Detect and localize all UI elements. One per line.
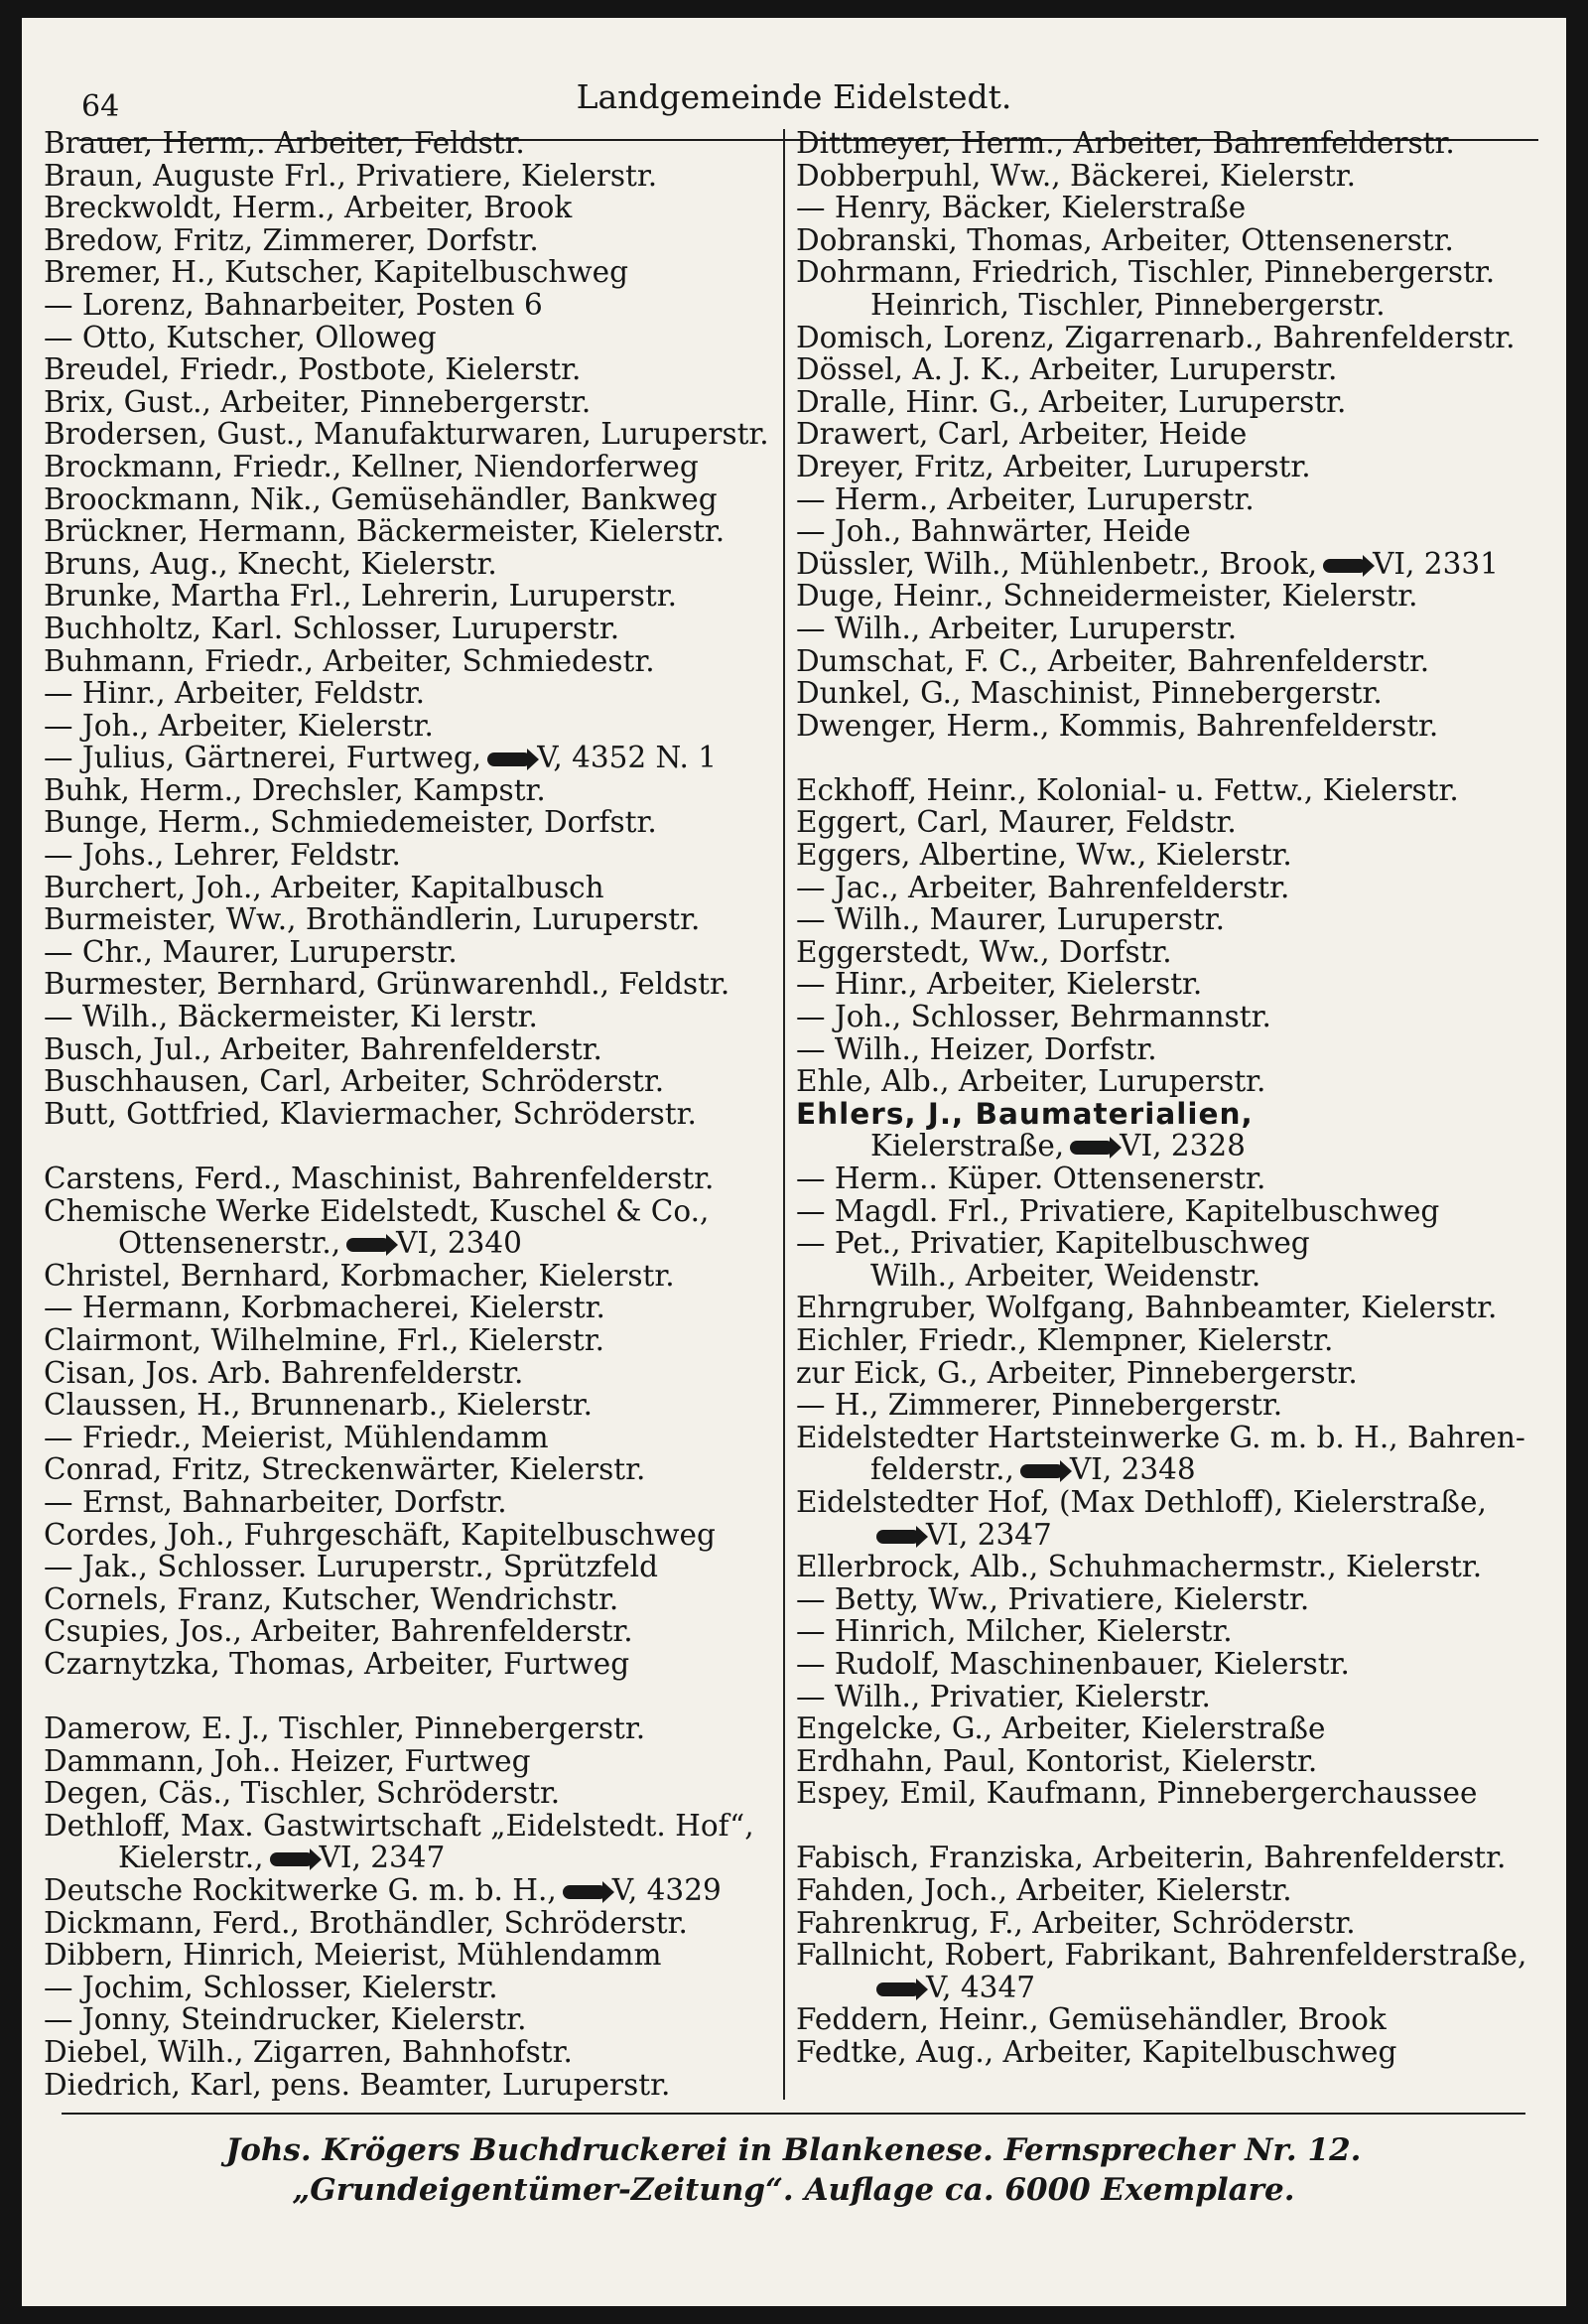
entry-text: Bredow, Fritz, Zimmerer, Dorfstr. bbox=[44, 222, 539, 257]
phone-number: VI, 2348 bbox=[1069, 1452, 1196, 1487]
directory-entry bbox=[44, 1324, 768, 1357]
directory-entry bbox=[796, 1938, 1527, 1973]
directory-entry bbox=[796, 127, 1521, 160]
entry-text: — Betty, Ww., Privatiere, Kielerstr. bbox=[796, 1581, 1310, 1616]
entry-text: Broockmann, Nik., Gemüsehändler, Bankweg bbox=[44, 481, 718, 516]
directory-entry bbox=[44, 1551, 768, 1583]
directory-entry bbox=[44, 1777, 768, 1810]
directory-entry bbox=[44, 839, 768, 872]
directory-entry bbox=[44, 1162, 768, 1195]
imprint-line-2: „Grundeigentümer-Zeitung“. Auflage ca. 6000 Exemplare. bbox=[292, 2172, 1295, 2208]
directory-entry bbox=[796, 1583, 1521, 1616]
page-header bbox=[62, 60, 1526, 124]
entry-text: Eggerstedt, Ww., Dorfstr. bbox=[796, 934, 1172, 969]
directory-entry bbox=[44, 677, 768, 710]
directory-entry bbox=[44, 515, 768, 548]
directory-entry bbox=[796, 1777, 1521, 1810]
entry-text: — Rudolf, Maschinenbauer, Kielerstr. bbox=[796, 1646, 1350, 1681]
phone-number: VI, 2331 bbox=[1373, 546, 1499, 581]
entry-text: Dralle, Hinr. G., Arbeiter, Luruperstr. bbox=[796, 384, 1347, 419]
directory-entry bbox=[796, 418, 1521, 451]
directory-entry bbox=[44, 710, 768, 743]
entry-text: Busch, Jul., Arbeiter, Bahrenfelderstr. bbox=[44, 1031, 602, 1066]
entry-text: Ehle, Alb., Arbeiter, Luruperstr. bbox=[796, 1064, 1266, 1099]
entry-text: Domisch, Lorenz, Zigarrenarb., Bahrenfelderstr. bbox=[796, 320, 1516, 354]
entry-text: — Joh., Arbeiter, Kielerstr. bbox=[44, 708, 434, 743]
directory-entry bbox=[796, 2003, 1521, 2036]
directory-entry bbox=[44, 936, 768, 969]
directory-entry bbox=[796, 1519, 1521, 1552]
entry-text: Dreyer, Fritz, Arbeiter, Luruperstr. bbox=[796, 449, 1311, 483]
directory-entry bbox=[796, 1001, 1521, 1033]
directory-entry bbox=[796, 613, 1521, 645]
entry-text: — Herm.. Küper. Ottensenerstr. bbox=[796, 1162, 1266, 1195]
directory-entry bbox=[44, 224, 768, 257]
telephone-icon bbox=[346, 1238, 390, 1252]
directory-entry bbox=[796, 1260, 1521, 1293]
entry-text: Heinrich, Tischler, Pinnebergerstr. bbox=[870, 287, 1386, 322]
footer-rule bbox=[62, 2113, 1525, 2115]
directory-entry bbox=[796, 1842, 1521, 1874]
entry-text: Dössel, A. J. K., Arbeiter, Luruperstr. bbox=[796, 352, 1338, 387]
directory-entry bbox=[796, 710, 1521, 743]
directory-entry bbox=[44, 483, 768, 516]
entry-text: Feddern, Heinr., Gemüsehändler, Brook bbox=[796, 2002, 1387, 2037]
directory-entry bbox=[796, 1389, 1521, 1422]
entry-text: Brauer, Herm,. Arbeiter, Feldstr. bbox=[44, 126, 525, 160]
directory-entry bbox=[796, 872, 1521, 904]
directory-entry bbox=[44, 613, 768, 645]
imprint-line-1: Johs. Krögers Buchdruckerei in Blankenese. Fernsprecher Nr. 12. bbox=[225, 2132, 1362, 2168]
directory-entry bbox=[796, 1453, 1521, 1486]
directory-entry bbox=[44, 1907, 768, 1940]
entry-text: Buhk, Herm., Drechsler, Kampstr. bbox=[44, 772, 546, 807]
directory-entry bbox=[44, 806, 768, 839]
entry-text: Dickmann, Ferd., Brothändler, Schröderstr. bbox=[44, 1905, 688, 1940]
phone-number: V, 4347 bbox=[926, 1970, 1035, 2004]
entry-text: zur Eick, G., Arbeiter, Pinnebergerstr. bbox=[796, 1355, 1358, 1390]
entry-text: Ottensenerstr., bbox=[118, 1226, 341, 1261]
entry-text: Cornels, Franz, Kutscher, Wendrichstr. bbox=[44, 1581, 619, 1616]
directory-entry bbox=[44, 1486, 768, 1519]
entry-text: — Hinr., Arbeiter, Kielerstr. bbox=[796, 967, 1203, 1002]
directory-entry bbox=[796, 1227, 1521, 1260]
entry-text: Burmester, Bernhard, Grünwarenhdl., Feldstr. bbox=[44, 967, 730, 1002]
entry-text: Dumschat, F. C., Arbeiter, Bahrenfelderstr. bbox=[796, 643, 1430, 678]
entry-text: Bremer, H., Kutscher, Kapitelbuschweg bbox=[44, 255, 628, 290]
directory-entry bbox=[44, 645, 768, 678]
directory-entry bbox=[44, 903, 768, 936]
entry-text: — Hermann, Korbmacherei, Kielerstr. bbox=[44, 1291, 605, 1325]
directory-entry bbox=[44, 1227, 768, 1260]
section-gap bbox=[796, 742, 1521, 774]
entry-text: — Lorenz, Bahnarbeiter, Posten 6 bbox=[44, 287, 543, 322]
entry-text: Burmeister, Ww., Brothändlerin, Luruperstr. bbox=[44, 902, 701, 937]
directory-entry bbox=[44, 289, 768, 322]
directory-entry bbox=[44, 1648, 768, 1681]
directory-entry bbox=[44, 1745, 768, 1778]
entry-text: Brückner, Hermann, Bäckermeister, Kielerstr. bbox=[44, 514, 726, 549]
directory-entry bbox=[44, 1195, 768, 1228]
entry-text: — Jochim, Schlosser, Kielerstr. bbox=[44, 1970, 498, 2004]
entry-text: Burchert, Joh., Arbeiter, Kapitalbusch bbox=[44, 870, 604, 904]
entry-text: Eidelstedter Hof, (Max Dethloff), Kielerstraße, bbox=[796, 1484, 1487, 1519]
section-gap bbox=[44, 1681, 768, 1713]
entry-text: Eckhoff, Heinr., Kolonial- u. Fettw., Kielerstr. bbox=[796, 772, 1459, 807]
entry-text: Brockmann, Friedr., Kellner, Niendorferweg bbox=[44, 449, 699, 483]
entry-text: — Julius, Gärtnerei, Furtweg, bbox=[44, 741, 482, 775]
entry-text: — Jac., Arbeiter, Bahrenfelderstr. bbox=[796, 870, 1290, 904]
directory-entry bbox=[796, 774, 1521, 807]
entry-text: — Pet., Privatier, Kapitelbuschweg bbox=[796, 1226, 1310, 1261]
entry-text: felderstr., bbox=[870, 1452, 1014, 1487]
entry-text: Dethloff, Max. Gastwirtschaft „Eidelstedt. Hof“, bbox=[44, 1808, 754, 1843]
entry-text: Dobranski, Thomas, Arbeiter, Ottensenerstr. bbox=[796, 222, 1454, 257]
entry-text: Diebel, Wilh., Zigarren, Bahnhofstr. bbox=[44, 2035, 573, 2070]
directory-entry bbox=[44, 1615, 768, 1648]
directory-entry bbox=[44, 580, 768, 613]
entry-text: Breckwoldt, Herm., Arbeiter, Brook bbox=[44, 191, 573, 225]
entry-text: Buhmann, Friedr., Arbeiter, Schmiedestr. bbox=[44, 643, 655, 678]
entry-text: Fahrenkrug, F., Arbeiter, Schröderstr. bbox=[796, 1905, 1356, 1940]
directory-entry bbox=[44, 742, 768, 774]
entry-text: Eidelstedter Hartsteinwerke G. m. b. H., Bahren- bbox=[796, 1420, 1525, 1454]
entry-text: Conrad, Fritz, Streckenwärter, Kielerstr. bbox=[44, 1452, 646, 1487]
entry-text: Wilh., Arbeiter, Weidenstr. bbox=[870, 1258, 1261, 1293]
directory-entry bbox=[796, 289, 1521, 322]
entry-text: Damerow, E. J., Tischler, Pinnebergerstr. bbox=[44, 1711, 646, 1746]
directory-entry bbox=[796, 1745, 1521, 1778]
directory-entry bbox=[796, 677, 1521, 710]
directory-entry bbox=[796, 515, 1521, 548]
entry-text: Butt, Gottfried, Klaviermacher, Schröderstr. bbox=[44, 1096, 697, 1131]
entry-text: — Ernst, Bahnarbeiter, Dorfstr. bbox=[44, 1484, 507, 1519]
entry-text: Csupies, Jos., Arbeiter, Bahrenfelderstr. bbox=[44, 1614, 633, 1649]
entry-text: — Johs., Lehrer, Feldstr. bbox=[44, 838, 401, 873]
directory-entry bbox=[796, 451, 1521, 483]
entry-text: — Jak., Schlosser. Luruperstr., Sprützfeld bbox=[44, 1550, 658, 1584]
entry-text: Eggers, Albertine, Ww., Kielerstr. bbox=[796, 838, 1292, 873]
directory-entry bbox=[44, 1357, 768, 1390]
directory-entry bbox=[796, 1712, 1521, 1745]
entry-text: Fahden, Joch., Arbeiter, Kielerstr. bbox=[796, 1873, 1292, 1908]
entry-text: Dammann, Joh.. Heizer, Furtweg bbox=[44, 1743, 531, 1778]
directory-entry bbox=[44, 256, 768, 289]
entry-text: Christel, Bernhard, Korbmacher, Kielerstr. bbox=[44, 1258, 675, 1293]
entry-text: Degen, Cäs., Tischler, Schröderstr. bbox=[44, 1776, 561, 1811]
directory-entry bbox=[796, 353, 1521, 386]
entry-text: Buchholtz, Karl. Schlosser, Luruperstr. bbox=[44, 611, 620, 645]
entry-text: Espey, Emil, Kaufmann, Pinnebergerchaussee bbox=[796, 1776, 1478, 1811]
directory-entry bbox=[44, 192, 768, 224]
entry-text: — Otto, Kutscher, Olloweg bbox=[44, 320, 437, 354]
entry-text: — Wilh., Privatier, Kielerstr. bbox=[796, 1679, 1211, 1713]
directory-entry bbox=[44, 872, 768, 904]
entry-text: — Wilh., Bäckermeister, Ki lerstr. bbox=[44, 1000, 538, 1034]
entry-text: Breudel, Friedr., Postbote, Kielerstr. bbox=[44, 352, 582, 387]
directory-entry bbox=[44, 1583, 768, 1616]
entry-text: Fabisch, Franziska, Arbeiterin, Bahrenfelderstr. bbox=[796, 1841, 1507, 1875]
entry-text: Carstens, Ferd., Maschinist, Bahrenfelderstr. bbox=[44, 1162, 715, 1195]
directory-entry bbox=[44, 1389, 768, 1422]
directory-entry bbox=[44, 548, 768, 581]
directory-entry bbox=[796, 1130, 1521, 1162]
directory-entry bbox=[796, 1098, 1521, 1131]
entry-text: Fallnicht, Robert, Fabrikant, Bahrenfelderstraße, bbox=[796, 1938, 1527, 1973]
directory-entry bbox=[796, 1162, 1521, 1195]
entry-text: Düssler, Wilh., Mühlenbetr., Brook, bbox=[796, 546, 1318, 581]
directory-entry bbox=[44, 353, 768, 386]
column-separator bbox=[783, 129, 785, 2100]
directory-entry bbox=[44, 1712, 768, 1745]
directory-entry bbox=[796, 580, 1521, 613]
entry-text: — Hinrich, Milcher, Kielerstr. bbox=[796, 1614, 1233, 1649]
entry-text: Dunkel, G., Maschinist, Pinnebergerstr. bbox=[796, 676, 1383, 711]
directory-entry bbox=[44, 1453, 768, 1486]
entry-text: Diedrich, Karl, pens. Beamter, Luruperstr. bbox=[44, 2067, 671, 2102]
directory-entry bbox=[44, 418, 768, 451]
directory-entry bbox=[44, 774, 768, 807]
directory-page bbox=[22, 18, 1566, 2306]
directory-entry bbox=[796, 806, 1521, 839]
directory-entry bbox=[44, 1260, 768, 1293]
directory-entry bbox=[796, 548, 1521, 581]
directory-entry bbox=[796, 1551, 1521, 1583]
directory-entry bbox=[796, 386, 1521, 419]
telephone-icon bbox=[487, 752, 531, 766]
entry-text: — Chr., Maurer, Luruperstr. bbox=[44, 934, 458, 969]
directory-entry bbox=[44, 386, 768, 419]
directory-entry bbox=[796, 1874, 1521, 1907]
entry-text: Braun, Auguste Frl., Privatiere, Kielerstr. bbox=[44, 158, 658, 193]
entry-text: — Wilh., Maurer, Luruperstr. bbox=[796, 902, 1226, 937]
entry-text: Fedtke, Aug., Arbeiter, Kapitelbuschweg bbox=[796, 2035, 1397, 2070]
directory-entry bbox=[796, 1486, 1521, 1519]
directory-entry bbox=[796, 1972, 1521, 2004]
entry-text: Cisan, Jos. Arb. Bahrenfelderstr. bbox=[44, 1355, 524, 1390]
directory-entry bbox=[796, 1420, 1525, 1454]
directory-entry bbox=[796, 936, 1521, 969]
entry-text: Eichler, Friedr., Klempner, Kielerstr. bbox=[796, 1322, 1334, 1357]
entry-text: — Henry, Bäcker, Kielerstraße bbox=[796, 191, 1247, 225]
directory-entry bbox=[44, 968, 768, 1001]
phone-number: VI, 2347 bbox=[926, 1517, 1052, 1552]
entry-text: Drawert, Carl, Arbeiter, Heide bbox=[796, 417, 1248, 452]
section-gap bbox=[796, 1810, 1521, 1843]
entry-text: Dibbern, Hinrich, Meierist, Mühlendamm bbox=[44, 1938, 662, 1973]
directory-entry bbox=[796, 483, 1521, 516]
phone-number: V, 4329 bbox=[611, 1873, 722, 1908]
entry-text: — Jonny, Steindrucker, Kielerstr. bbox=[44, 2002, 527, 2037]
telephone-icon bbox=[876, 1982, 920, 1996]
directory-entry bbox=[44, 127, 768, 160]
directory-entry bbox=[796, 1195, 1521, 1228]
directory-entry bbox=[796, 224, 1521, 257]
entry-text: Kielerstr., bbox=[118, 1841, 264, 1875]
entry-text: — Joh., Bahnwärter, Heide bbox=[796, 514, 1191, 549]
phone-number: VI, 2347 bbox=[319, 1841, 446, 1875]
directory-entry bbox=[796, 160, 1521, 193]
directory-entry bbox=[44, 322, 768, 354]
directory-entry bbox=[44, 1842, 768, 1874]
directory-entry bbox=[796, 256, 1521, 289]
directory-entry bbox=[44, 1422, 768, 1454]
directory-entry bbox=[44, 2003, 768, 2036]
entry-text: Kielerstraße, bbox=[870, 1129, 1065, 1163]
directory-entry bbox=[44, 1939, 768, 1972]
entry-text: — Joh., Schlosser, Behrmannstr. bbox=[796, 1000, 1271, 1034]
entry-text: Cordes, Joh., Fuhrgeschäft, Kapitelbuschweg bbox=[44, 1517, 716, 1552]
entry-text: Eggert, Carl, Maurer, Feldstr. bbox=[796, 805, 1237, 840]
directory-entry bbox=[44, 160, 768, 193]
directory-entry bbox=[44, 1001, 768, 1033]
entry-text: Erdhahn, Paul, Kontorist, Kielerstr. bbox=[796, 1743, 1318, 1778]
telephone-icon bbox=[1020, 1464, 1064, 1478]
phone-number: V, 4352 N. 1 bbox=[537, 741, 717, 775]
entry-text: Bruns, Aug., Knecht, Kielerstr. bbox=[44, 546, 497, 581]
entry-text: Buschhausen, Carl, Arbeiter, Schröderstr. bbox=[44, 1064, 665, 1099]
directory-entry bbox=[796, 2036, 1521, 2069]
telephone-icon bbox=[1070, 1141, 1114, 1155]
directory-entry bbox=[796, 1065, 1521, 1098]
entry-text: Ehrngruber, Wolfgang, Bahnbeamter, Kielerstr. bbox=[796, 1291, 1498, 1325]
directory-entry bbox=[796, 903, 1521, 936]
entry-text: Claussen, H., Brunnenarb., Kielerstr. bbox=[44, 1388, 594, 1423]
directory-entry bbox=[44, 1810, 768, 1843]
directory-entry bbox=[796, 645, 1521, 678]
telephone-icon bbox=[563, 1885, 606, 1899]
entry-text: Brodersen, Gust., Manufakturwaren, Luruperstr. bbox=[44, 417, 769, 452]
entry-text: Ellerbrock, Alb., Schuhmachermstr., Kielerstr. bbox=[796, 1550, 1483, 1584]
entry-text: Czarnytzka, Thomas, Arbeiter, Furtweg bbox=[44, 1646, 630, 1681]
telephone-icon bbox=[876, 1530, 920, 1544]
directory-entry bbox=[44, 1292, 768, 1324]
directory-entry bbox=[44, 1098, 768, 1131]
entry-text: Deutsche Rockitwerke G. m. b. H., bbox=[44, 1873, 557, 1908]
entry-text: Dohrmann, Friedrich, Tischler, Pinnebergerstr. bbox=[796, 255, 1496, 290]
directory-entry bbox=[44, 1874, 768, 1907]
telephone-icon bbox=[270, 1852, 314, 1866]
phone-number: VI, 2328 bbox=[1120, 1129, 1246, 1163]
entry-text: — Hinr., Arbeiter, Feldstr. bbox=[44, 676, 426, 711]
directory-entry bbox=[796, 1907, 1521, 1940]
entry-text: — Wilh., Arbeiter, Luruperstr. bbox=[796, 611, 1238, 645]
right-column bbox=[796, 126, 1527, 2070]
directory-entry bbox=[796, 1292, 1521, 1324]
phone-number: VI, 2340 bbox=[396, 1226, 522, 1261]
left-column bbox=[44, 127, 768, 2101]
entry-text: — H., Zimmerer, Pinnebergerstr. bbox=[796, 1388, 1283, 1423]
entry-text: Chemische Werke Eidelstedt, Kuschel & Co., bbox=[44, 1193, 710, 1228]
directory-entry bbox=[44, 1033, 768, 1066]
directory-entry bbox=[44, 1972, 768, 2004]
directory-entry bbox=[796, 1033, 1521, 1066]
entry-text: Duge, Heinr., Schneidermeister, Kielerstr. bbox=[796, 579, 1418, 614]
directory-entry bbox=[796, 192, 1521, 224]
directory-entry bbox=[796, 1357, 1521, 1390]
entry-text: Clairmont, Wilhelmine, Frl., Kielerstr. bbox=[44, 1322, 604, 1357]
entry-text: Brix, Gust., Arbeiter, Pinnebergerstr. bbox=[44, 384, 592, 419]
directory-entry bbox=[796, 1648, 1521, 1681]
page-number: 64 bbox=[81, 89, 120, 124]
directory-entry bbox=[44, 1519, 768, 1552]
entry-text: Dittmeyer, Herm., Arbeiter, Bahrenfelderstr. bbox=[796, 126, 1455, 160]
entry-text: Dwenger, Herm., Kommis, Bahrenfelderstr. bbox=[796, 708, 1439, 743]
directory-entry bbox=[796, 322, 1521, 354]
directory-entry bbox=[796, 839, 1521, 872]
section-gap bbox=[44, 1130, 768, 1162]
directory-entry bbox=[796, 1681, 1521, 1713]
directory-entry bbox=[796, 1324, 1521, 1357]
directory-entry bbox=[44, 1065, 768, 1098]
entry-text: Brunke, Martha Frl., Lehrerin, Luruperstr. bbox=[44, 579, 677, 614]
entry-text: Engelcke, G., Arbeiter, Kielerstraße bbox=[796, 1711, 1326, 1746]
entry-text: Dobberpuhl, Ww., Bäckerei, Kielerstr. bbox=[796, 158, 1357, 193]
printer-imprint bbox=[62, 2130, 1525, 2210]
telephone-icon bbox=[1323, 559, 1367, 573]
entry-text: Bunge, Herm., Schmiedemeister, Dorfstr. bbox=[44, 805, 657, 840]
directory-entry bbox=[796, 968, 1521, 1001]
entry-text: Ehlers, J., Baumaterialien, bbox=[796, 1096, 1254, 1131]
directory-entry bbox=[44, 2069, 768, 2102]
entry-text: — Magdl. Frl., Privatiere, Kapitelbuschweg bbox=[796, 1193, 1440, 1228]
entry-text: — Friedr., Meierist, Mühlendamm bbox=[44, 1420, 549, 1454]
directory-entry bbox=[44, 2036, 768, 2069]
directory-entry bbox=[796, 1615, 1521, 1648]
entry-text: — Herm., Arbeiter, Luruperstr. bbox=[796, 481, 1255, 516]
running-head: Landgemeinde Eidelstedt. bbox=[576, 77, 1012, 116]
directory-entry bbox=[44, 451, 768, 483]
entry-text: — Wilh., Heizer, Dorfstr. bbox=[796, 1031, 1157, 1066]
